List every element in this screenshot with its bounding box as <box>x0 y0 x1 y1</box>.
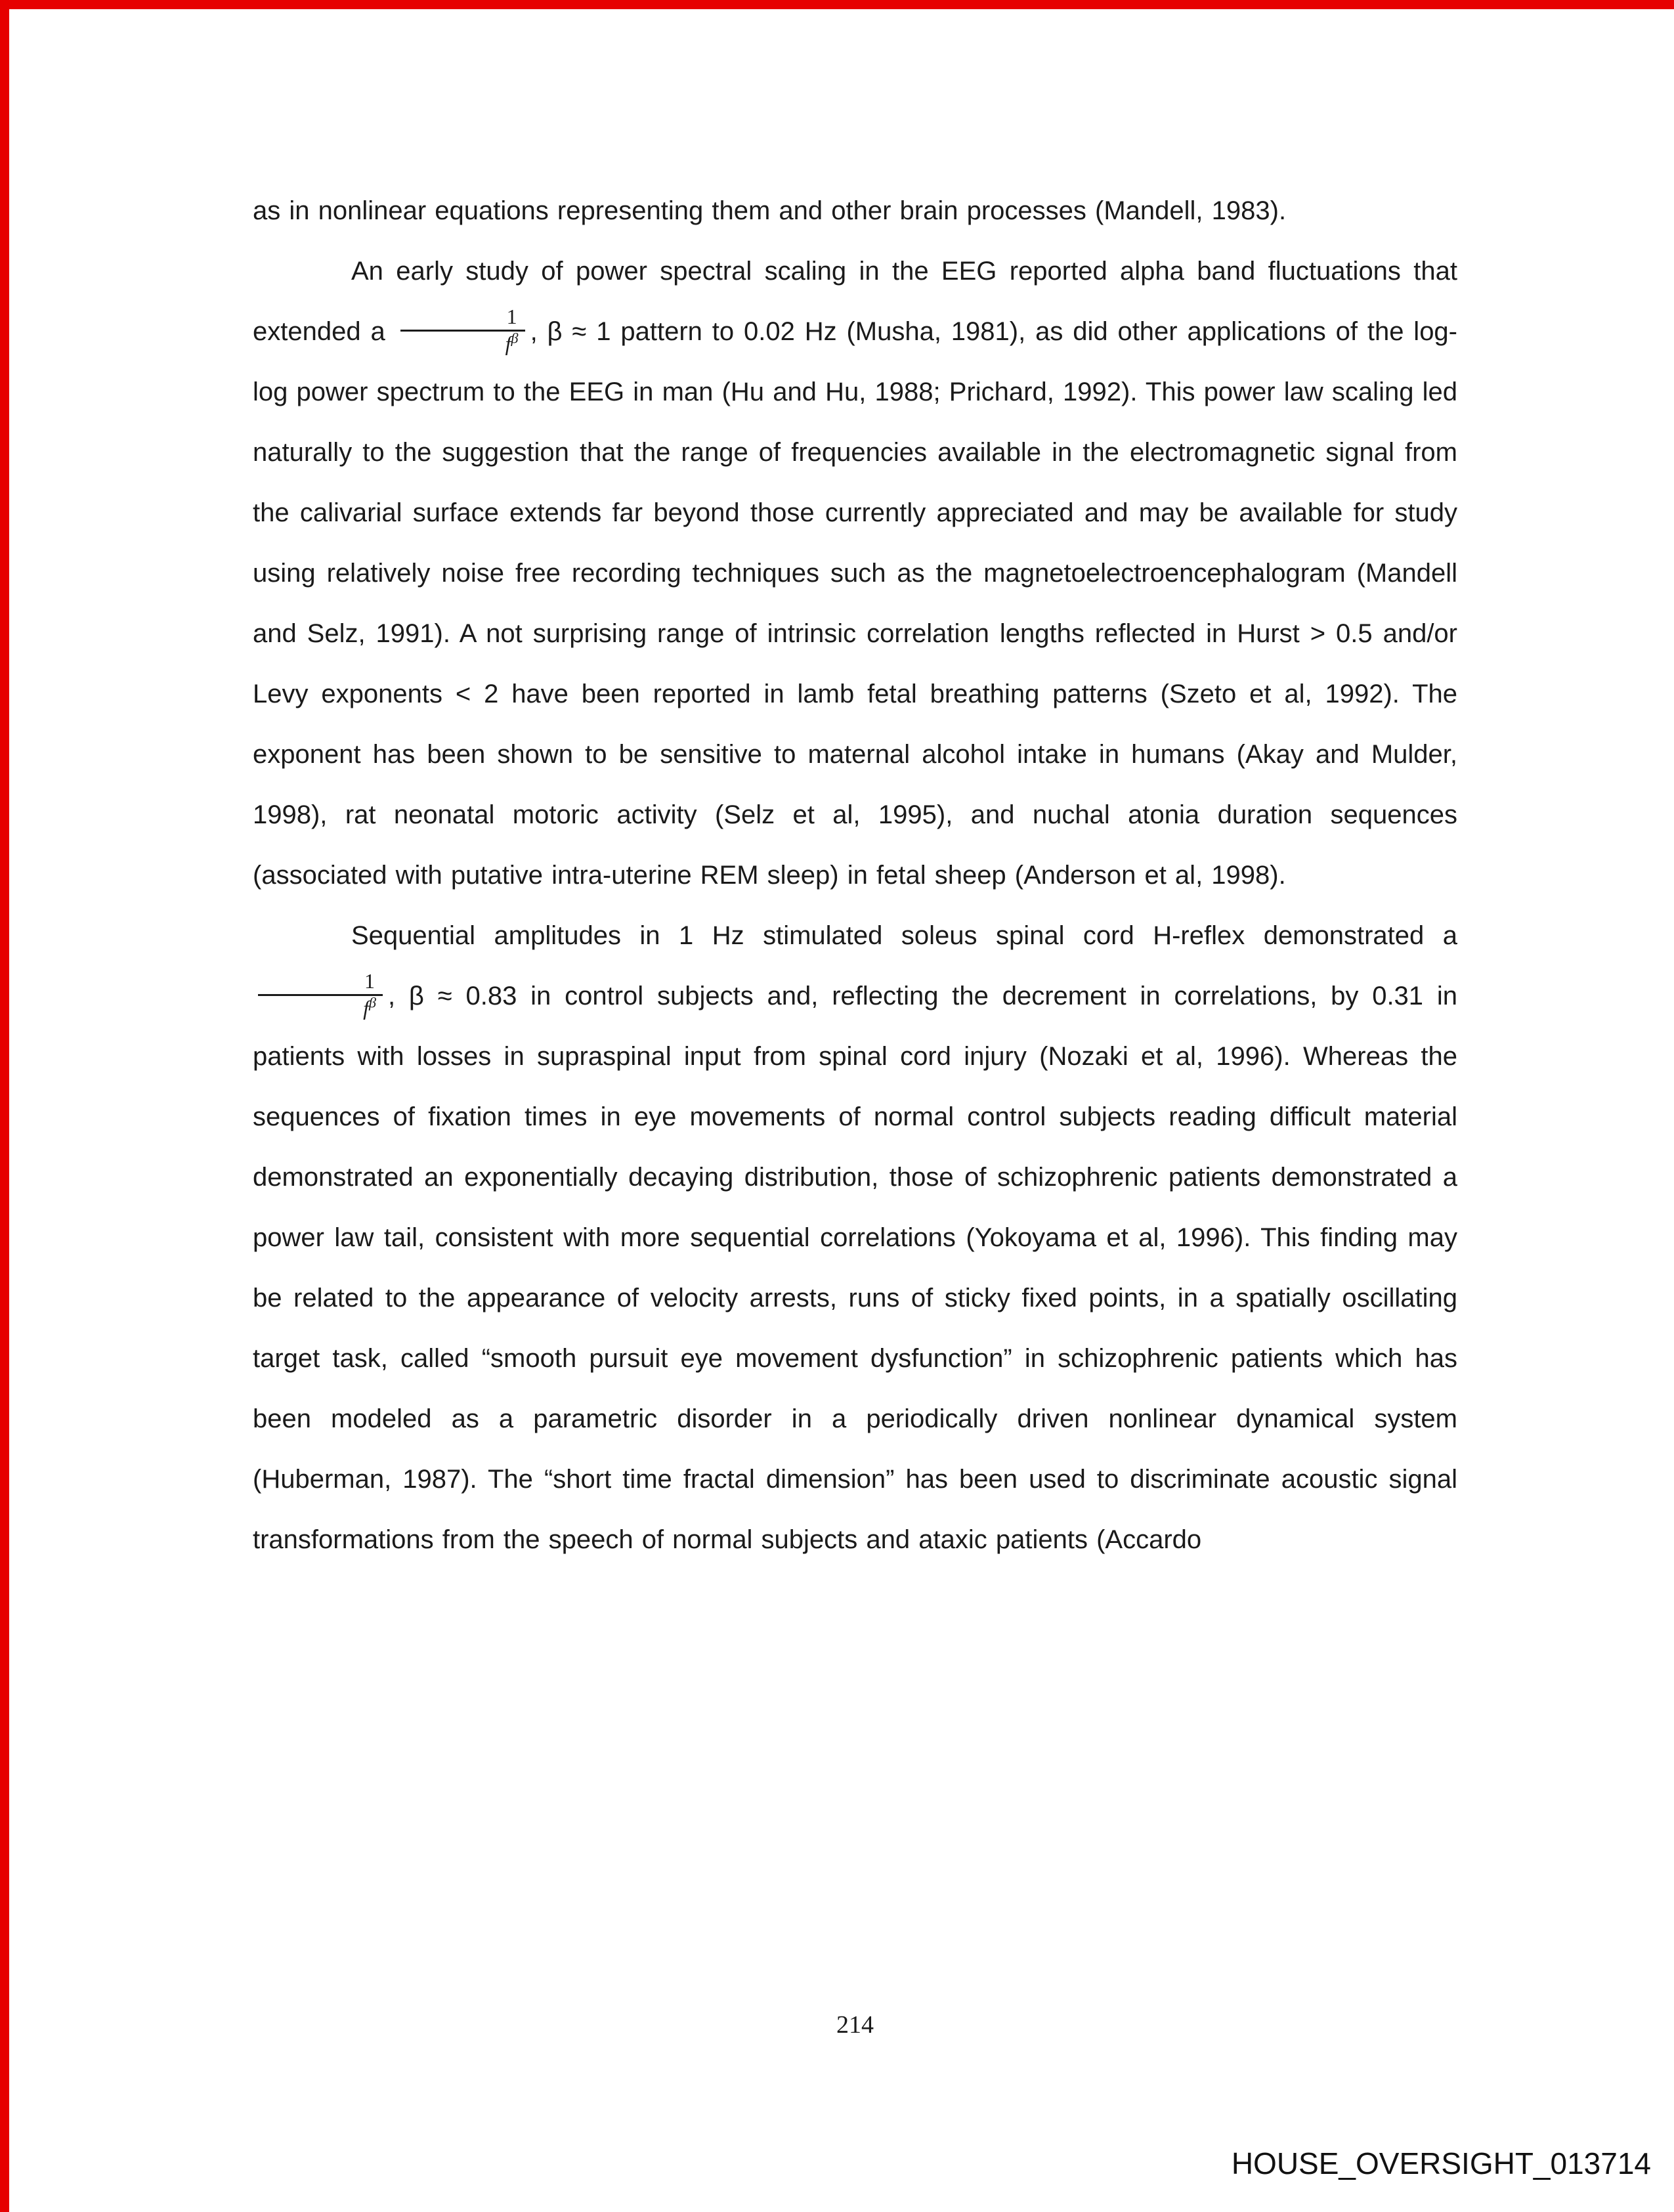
fraction-numerator: 1 <box>258 970 383 996</box>
fraction-numerator: 1 <box>400 306 525 332</box>
inline-fraction-one-over-f-beta <box>400 306 525 355</box>
scan-edge-top <box>0 0 1674 9</box>
fraction-denominator <box>400 332 525 355</box>
page-number: 214 <box>836 2011 874 2039</box>
bates-stamp: HOUSE_OVERSIGHT_013714 <box>1231 2146 1651 2180</box>
paragraph-3-text-after: , β ≈ 0.83 in control subjects and, reflecting the decrement in correlations, by 0.31 in patients with losses in supraspinal input from spinal cord injury (Nozaki et al, 1996). Whereas the sequences of fixation times in eye movements of normal control subjects reading difficult material demonstrated an exponentially decaying distribution, those of schizophrenic patients demonstrated a power law tail, consistent with more sequential correlations (Yokoyama et al, 1996). This finding may be related to the appearance of velocity arrests, runs of sticky fixed points, in a spatially oscillating target task, called “smooth pursuit eye movement dysfunction” in schizophrenic patients which has been modeled as a parametric disorder in a periodically driven nonlinear dynamical system (Huberman, 1987). The “short time fractal dimension” has been used to discriminate acoustic signal transformations from the speech of normal subjects and ataxic patients (Accardo <box>253 982 1457 1554</box>
paragraph-3 <box>253 905 1457 1570</box>
paragraph-2-text-before: An early study of power spectral scaling in the EEG reported alpha band fluctuations that extended a <box>253 257 1457 346</box>
fraction-denominator-exponent: β <box>511 330 519 347</box>
paragraph-2-text-after: , β ≈ 1 pattern to 0.02 Hz (Musha, 1981), as did other applications of the log-log power spectrum to the EEG in man (Hu and Hu, 1988; Prichard, 1992). This power law scaling led naturally to the suggestion that the range of frequencies available in the electromagnetic signal from the calivarial surface extends far beyond those currently appreciated and may be available for study using relatively noise free recording techniques such as the magnetoelectroencephalogram (Mandell and Selz, 1991). A not surprising range of intrinsic correlation lengths reflected in Hurst > 0.5 and/or Levy exponents < 2 have been reported in lamb fetal breathing patterns (Szeto et al, 1992). The exponent has been shown to be sensitive to maternal alcohol intake in humans (Akay and Mulder, 1998), rat neonatal motoric activity (Selz et al, 1995), and nuchal atonia duration sequences (associated with putative intra-uterine REM sleep) in fetal sheep (Anderson et al, 1998). <box>253 317 1458 890</box>
paragraph-3-text-before: Sequential amplitudes in 1 Hz stimulated soleus spinal cord H-reflex demonstrated a <box>351 921 1457 950</box>
paragraph-1-text: as in nonlinear equations representing them and other brain processes (Mandell, 1983). <box>253 196 1287 225</box>
fraction-denominator <box>258 996 383 1020</box>
fraction-denominator-base: f <box>363 995 369 1020</box>
scan-edge-left <box>0 0 9 2212</box>
inline-fraction-one-over-f-beta <box>258 970 383 1019</box>
paragraph-2 <box>253 241 1457 905</box>
paragraph-1 <box>253 181 1457 241</box>
fraction-denominator-base: f <box>505 331 511 355</box>
fraction-denominator-exponent: β <box>368 994 376 1011</box>
page-content <box>253 181 1457 1570</box>
